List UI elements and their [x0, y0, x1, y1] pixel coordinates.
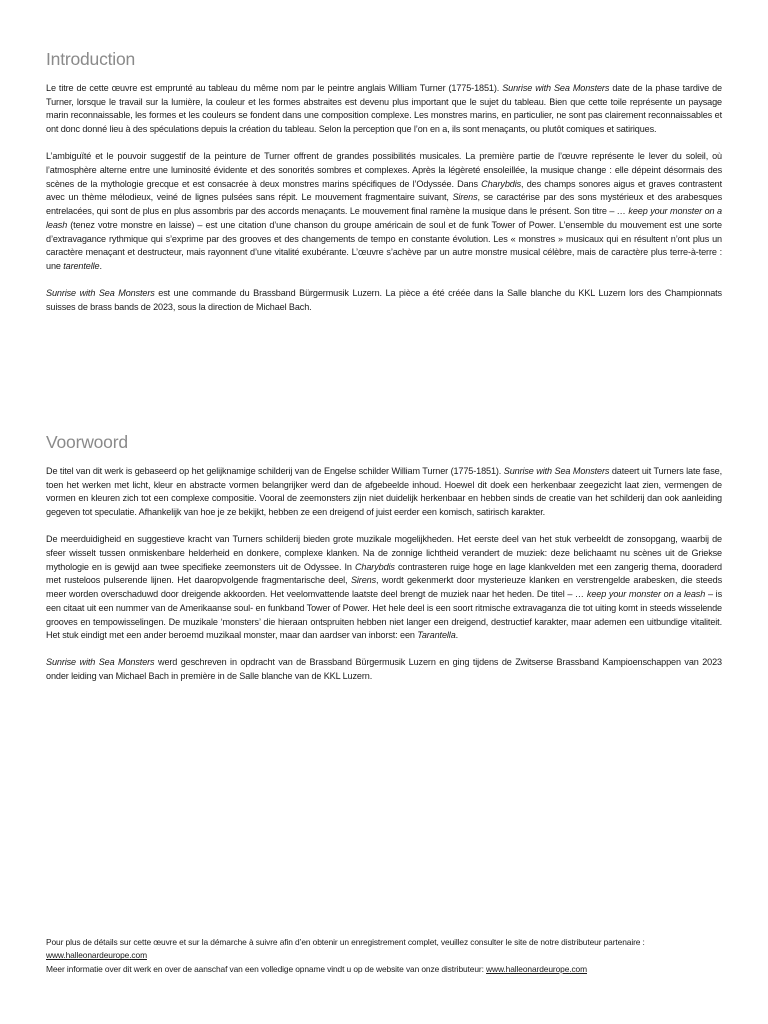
text-run: – is een citaat uit een nummer van de Amerikaanse soul- en funkband Tower of Power. Het hele deel is een soort ritmische extravaganza die tot uiting komt in steeds wisselende grooves en tempowisselingen. De muzikale ‘monsters’ die hieraan ontspruiten hebben niet langer een dreigend, destructief karakter, maar ademen een uitbundige vitaliteit. Het stuk eindigt met een ander beroemd muzikaal monster, maar dan aardser van inborst: een [46, 589, 723, 641]
footer-text-nl: Meer informatie over dit werk en over de aanschaf van een volledige opname vindt u op de website van onze distributeur: [46, 963, 487, 974]
text-run: , se caractérise par des sons mystérieux et des arabesques entrelacées, qui sont de plus en plus assombris par des accords menaçants. Le mouvement final ramène la musique dans le présent. Son titre – [46, 192, 722, 217]
paragraph [46, 82, 722, 137]
text-run: est une commande du Brassband Bürgermusik Luzern. La pièce a été créée dans la Salle blanche du KKL Luzern lors des Championnats suisses de brass bands de 2023, sous la direction de Michael Bach. [46, 288, 722, 312]
text-run: L’ambiguïté et le pouvoir suggestif de la peinture de Turner offrent de grandes possibilités musicales. La première partie de l’œuvre représente le lever du soleil, où l’atmosphère alterne entre une luminosité évidente et des sonorités sombres et complexes. Après la légèreté ensoleillée, la musique change : elle dépeint désormais des scènes de la mythologie grecque et est consacrée à deux monstres marins spécifiques de l’Odyssée. Dans [46, 151, 722, 189]
footer-note [46, 936, 722, 976]
italic-run: Sirens [350, 575, 376, 586]
footer-line-fr [46, 936, 722, 963]
paragraph [46, 533, 722, 643]
paragraph [46, 656, 722, 683]
italic-run: Sunrise with Sea Monsters [46, 657, 155, 668]
section-title: Introduction [46, 49, 136, 69]
section-introduction [46, 48, 722, 328]
text-run: Le titre de cette œuvre est emprunté au tableau du même nom par le peintre anglais William Turner (1775-1851). [46, 83, 503, 93]
section-title: Voorwoord [46, 432, 128, 452]
italic-run: Charybdis [481, 178, 522, 189]
distributor-link[interactable]: www.halleonardeurope.com [46, 950, 147, 961]
italic-run: … keep your monster on a leash [46, 206, 722, 230]
footer-line-nl [46, 963, 722, 976]
text-run: De meerduidigheid en suggestieve kracht van Turners schilderij bieden grote muzikale mogelijkheden. Het eerste deel van het stuk verbeeldt de zonsopgang, waarbij de sfeer wisselt tussen onmiskenbare helderheid en donkere, complexe klanken. Na de zonnige lichtheid verandert de muziek: deze belichaamt nu scènes uit de Griekse mythologie en is gewijd aan twee specifieke zeemonsters uit de Odyssee. In [46, 534, 722, 572]
paragraph [46, 287, 722, 314]
section-voorwoord [46, 431, 722, 697]
text-run: dateert uit Turners late fase, toen het werken met licht, kleur en abstracte vormen belangrijker werd dan de afgebeelde inhoud. Hoewel dit doek een herkenbaar zeegezicht laat zien, vermengen de vormen en kleuren zich tot een complexe compositie. Vooral de zeemonsters zijn niet duidelijk herkenbaar en hebben sinds de creatie van het schilderij dan ook aanleiding gegeven tot speculatie. Afhankelijk van hoe je ze bekijkt, hebben ze een dreigend of juist eerder een komisch, satirisch karakter. [46, 466, 722, 518]
footer-text-fr: Pour plus de détails sur cette œuvre et sur la démarche à suivre afin d’en obtenir un enregistrement complet, veuillez consulter le site de notre distributeur partenaire : [46, 937, 645, 947]
text-run: werd geschreven in opdracht van de Brassband Bürgermusik Luzern en ging tijdens de Zwitserse Brassband Kampioenschappen van 2023 onder leiding van Michael Bach in première in de Salle blanche van de KKL Luzern. [46, 657, 722, 682]
italic-run: Sunrise with Sea Monsters [503, 466, 610, 476]
text-run: , wordt gekenmerkt door mysterieuze klanken en verstrengelde arabesken, die steeds meer worden overschaduwd door dreigende akkoorden. Het veelomvattende laatste deel brengt de muziek naar het heden. De titel – [46, 575, 723, 600]
italic-run: … keep your monster on a leash [575, 589, 706, 600]
paragraph [46, 150, 722, 273]
italic-run: Charybdis [354, 561, 395, 572]
text-run: . [455, 630, 459, 641]
text-run: contrasteren ruige hoge en lage klankvelden met een zangerig thema, dooraderd met rusteloos pulserende lijnen. Het daaropvolgende fragmentarische deel, [46, 561, 722, 586]
distributor-link[interactable]: www.halleonardeurope.com [486, 963, 587, 974]
italic-run: tarentelle [63, 260, 100, 271]
italic-run: Sirens [452, 192, 478, 203]
text-run: . [99, 260, 102, 271]
text-run: date de la phase tardive de Turner, lorsque le travail sur la lumière, la couleur et les formes abstraites est devenu plus important que le sujet du tableau. Bien que cette toile représente un paysage marin reconnaissable, les formes et les couleurs se fondent dans une composition complexe. Les monstres marins, en particulier, ne sont pas clairement reconnaissables et ont donc donné lieu à des spéculations depuis la création du tableau. Selon la perception que l’on en a, ils sont menaçants, ou plutôt comiques et satiriques. [46, 83, 722, 135]
text-run: (tenez votre monstre en laisse) – est une citation d’une chanson du groupe américain de soul et de funk Tower of Power. L’ensemble du mouvement est une sorte d’extravagance rythmique qui s’exprime par des grooves et des changements de tempo en constante évolution. Les « monstres » musicaux qui en résultent n’ont plus un caractère menaçant et destructeur, mais rayonnent d’une vitalité exubérante. L’œuvre s’achève par un autre monstre musical célèbre, mais de caractère plus terre-à-terre : une [46, 219, 722, 271]
italic-run: Sunrise with Sea Monsters [502, 83, 610, 93]
paragraph [46, 465, 722, 520]
text-run: , des champs sonores aigus et graves contrastent avec un thème mélodieux, veiné de lignes pulsées sans répit. Le mouvement fragmentaire suivant, [46, 178, 722, 203]
italic-run: Sunrise with Sea Monsters [46, 288, 155, 299]
italic-run: Tarantella [417, 630, 456, 641]
text-run: De titel van dit werk is gebaseerd op het gelijknamige schilderij van de Engelse schilder William Turner (1775-1851). [46, 466, 504, 476]
